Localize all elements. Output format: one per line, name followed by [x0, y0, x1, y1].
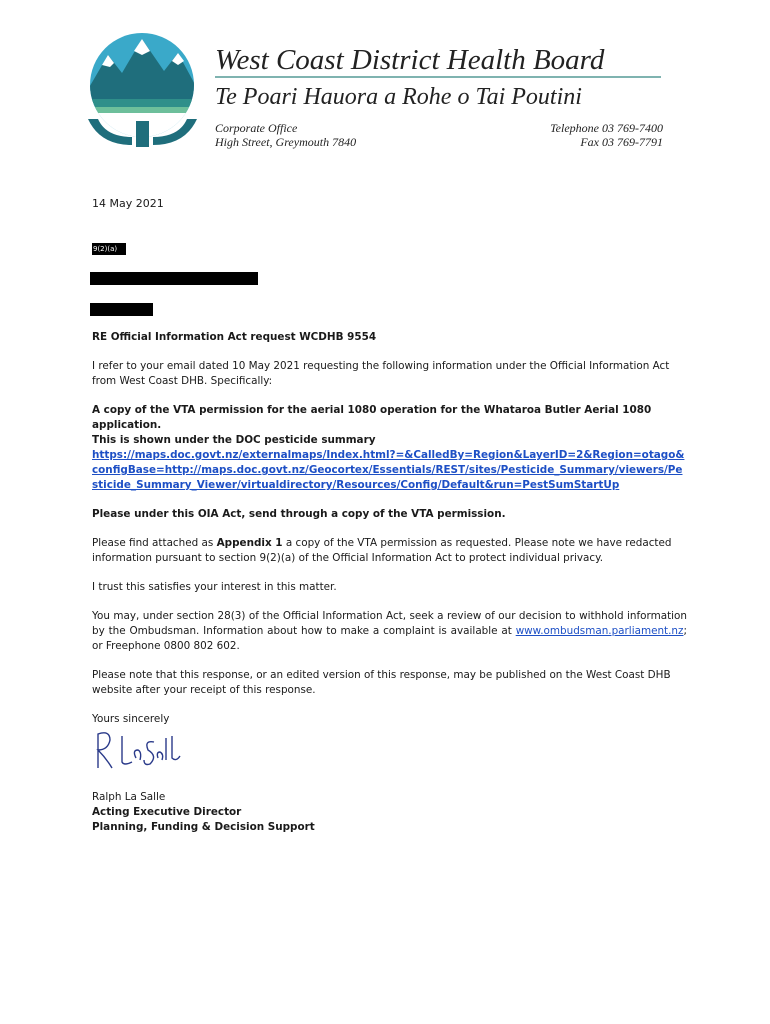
- signoff-block: [92, 790, 315, 835]
- request-quote: [92, 403, 687, 493]
- request-line: A copy of the VTA permission for the aerial 1080 operation for the Whataroa Butler Aerial 1080 application.: [92, 404, 652, 431]
- attachment-paragraph: [92, 536, 687, 566]
- text-run: You may, under section 28(3) of the Official Information Act, seek a review of our decision to withhold information by the Ombudsman. Information about how to make a complaint is available at: [92, 610, 687, 637]
- street-address: High Street, Greymouth 7840: [215, 135, 357, 149]
- request-line: This is shown under the DOC pesticide summary: [92, 434, 376, 446]
- org-name: West Coast District Health Board: [215, 44, 605, 76]
- doc-pesticide-link[interactable]: https://maps.doc.govt.nz/externalmaps/Index.html?=&CalledBy=Region&LayerID=2&Region=otago&configBase=http://maps.doc.govt.nz/Geocortex/Essentials/REST/sites/Pesticide_Summary/viewers/Pesticide_Summary_Viewer/virtualdirectory/Resources/Config/Default&run=PestSumStartUp: [92, 449, 685, 491]
- text-run: Please find attached as: [92, 537, 217, 549]
- office-address: [215, 121, 356, 149]
- subject-line: RE Official Information Act request WCDHB 9554: [92, 331, 377, 343]
- review-paragraph: [92, 609, 687, 654]
- office-label: Corporate Office: [215, 121, 298, 135]
- redaction-bar: [90, 272, 258, 285]
- org-name-maori: Te Poari Hauora a Rohe o Tai Poutini: [215, 84, 582, 110]
- redaction-bar: [90, 303, 153, 316]
- trust-paragraph: I trust this satisfies your interest in this matter.: [92, 581, 337, 593]
- ombudsman-link[interactable]: www.ombudsman.parliament.nz: [515, 625, 684, 637]
- signatory-title: Acting Executive Director: [92, 806, 242, 818]
- publish-paragraph: Please note that this response, or an edited version of this response, may be published on the West Coast DHB website after your receipt of this response.: [92, 669, 671, 696]
- appendix-label: Appendix 1: [216, 537, 283, 549]
- signature: [92, 728, 182, 774]
- fax: Fax 03 769-7791: [580, 135, 663, 149]
- header-rule: [215, 76, 661, 78]
- contact-numbers: [550, 121, 663, 149]
- closing: Yours sincerely: [92, 713, 170, 725]
- telephone: Telephone 03 769-7400: [550, 121, 663, 135]
- wcdhb-logo: [80, 33, 205, 148]
- text-run: ; or Freephone 0800 802 602.: [92, 625, 687, 652]
- signatory-name: Ralph La Salle: [92, 791, 166, 803]
- redaction-label: 9(2)(a): [92, 243, 126, 255]
- signatory-department: Planning, Funding & Decision Support: [92, 821, 315, 833]
- intro-paragraph: I refer to your email dated 10 May 2021 requesting the following information under the Official Information Act from West Coast DHB. Specifically:: [92, 360, 670, 387]
- text-run: a copy of the VTA permission as requested. Please note we have redacted information pursuant to section 9(2)(a) of the Official Information Act to protect individual privacy.: [92, 537, 672, 564]
- letter-body: [92, 330, 687, 741]
- request-line: Please under this OIA Act, send through a copy of the VTA permission.: [92, 508, 506, 520]
- letter-date: 14 May 2021: [92, 197, 164, 210]
